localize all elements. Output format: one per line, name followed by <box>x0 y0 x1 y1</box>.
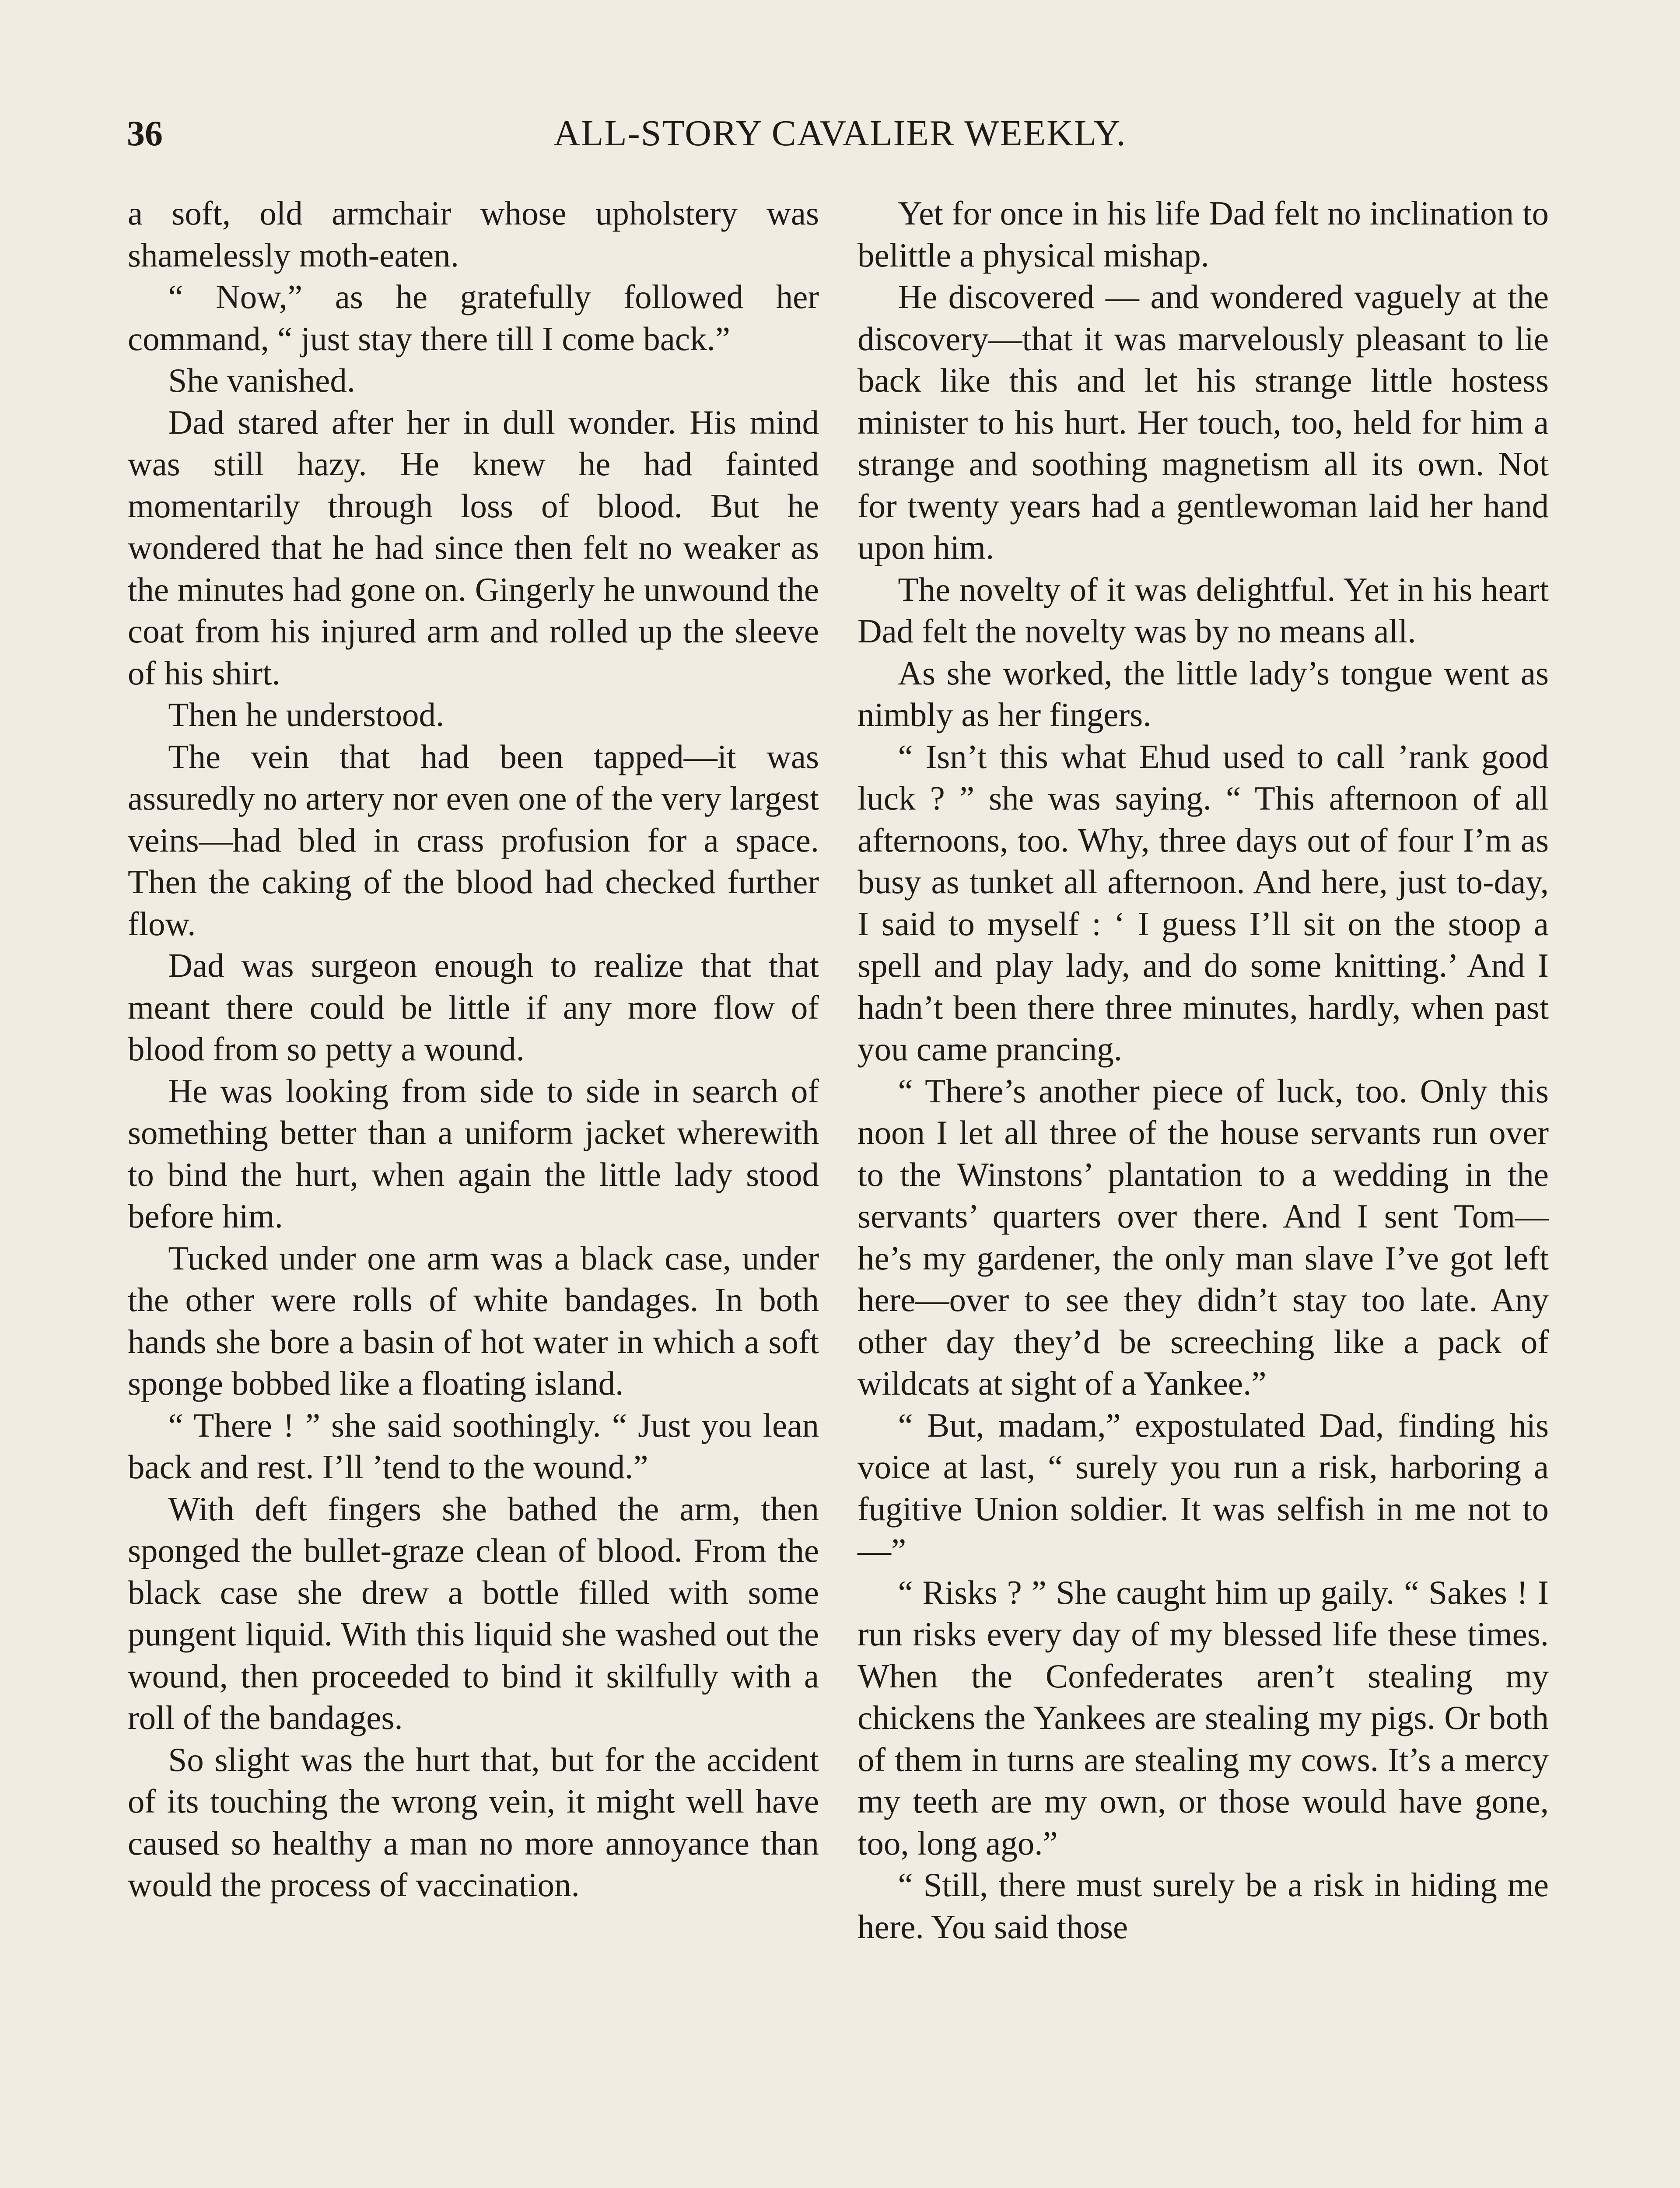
paragraph: The novelty of it was delightful. Yet in his heart Dad felt the novelty was by no means all. <box>858 570 1549 650</box>
right-column <box>858 193 1549 2188</box>
paragraph: As she worked, the little lady’s tongue went as nimbly as her fingers. <box>858 654 1549 733</box>
paragraph: Dad was surgeon enough to realize that that meant there could be little if any more flow of blood from so petty a wound. <box>128 947 819 1068</box>
paragraph: “ Isn’t this what Ehud used to call ’rank good luck ? ” she was saying. “ This afternoon of all afternoons, too. Why, three days out of four I’m as busy as tunket all afternoon. And here, just to-day, I said to myself : ‘ I guess I’ll sit on the stoop a spell and play lady, and do some knitting.’ And I hadn’t been there three minutes, hardly, when past you came prancing. <box>858 737 1549 1068</box>
paragraph: Then he understood. <box>168 696 444 733</box>
left-column <box>128 193 819 2188</box>
paragraph: “ There’s another piece of luck, too. Only this noon I let all three of the house servants run over to the Winstons’ plantation to a wedding in the servants’ quarters over there. And I sent Tom—he’s my gardener, the only man slave I’ve got left here—over to see they didn’t stay too late. Any other day they’d be screeching like a pack of wildcats at sight of a Yankee.” <box>858 1072 1549 1402</box>
paragraph: Tucked under one arm was a black case, under the other were rolls of white bandages. In both hands she bore a basin of hot water in which a soft sponge bobbed like a floating island. <box>128 1239 819 1402</box>
running-head: ALL-STORY CAVALIER WEEKLY. <box>553 113 1127 154</box>
paragraph: “ Risks ? ” She caught him up gaily. “ Sakes ! I run risks every day of my blessed life these times. When the Confederates aren’t stealing my chickens the Yankees are stealing my pigs. Or both of them in turns are stealing my cows. It’s a mercy my teeth are my own, or those would have gone, too, long ago.” <box>858 1573 1549 1862</box>
paragraph: “ Still, there must surely be a risk in hiding me here. You said those <box>858 1866 1549 1946</box>
paragraph: Yet for once in his life Dad felt no inclination to belittle a physical mishap. <box>858 194 1549 274</box>
page-number: 36 <box>127 113 163 153</box>
paragraph: The vein that had been tapped—it was assuredly no artery nor even one of the very largest veins—had bled in crass profusion for a space. Then the caking of the blood had checked further flow. <box>128 737 819 943</box>
paragraph: “ There ! ” she said soothingly. “ Just you lean back and rest. I’ll ’tend to the wound.” <box>128 1406 819 1486</box>
paragraph: He was looking from side to side in search of something better than a uniform jacket wherewith to bind the hurt, when again the little lady stood before him. <box>128 1072 819 1235</box>
paragraph: He discovered — and wondered vaguely at the discovery—that it was marvelously pleasant to lie back like this and let his strange little hostess minister to his hurt. Her touch, too, held for him a strange and soothing magnetism all its own. Not for twenty years had a gentlewoman laid her hand upon him. <box>858 278 1549 566</box>
paragraph: She vanished. <box>168 361 356 399</box>
paragraph: “ But, madam,” expostulated Dad, finding his voice at last, “ surely you run a risk, harboring a fugitive Union soldier. It was selfish in me not to—” <box>858 1406 1549 1569</box>
paragraph: “ Now,” as he gratefully followed her command, “ just stay there till I come back.” <box>128 278 819 358</box>
paragraph: With deft fingers she bathed the arm, then sponged the bullet-graze clean of blood. From the black case she drew a bottle filled with some pungent liquid. With this liquid she washed out the wound, then proceeded to bind it skilfully with a roll of the bandages. <box>128 1490 819 1736</box>
paragraph: a soft, old armchair whose upholstery was shamelessly moth-eaten. <box>128 194 819 274</box>
paragraph: Dad stared after her in dull wonder. His mind was still hazy. He knew he had fainted momentarily through loss of blood. But he wondered that he had since then felt no weaker as the minutes had gone on. Gingerly he unwound the coat from his injured arm and rolled up the sleeve of his shirt. <box>128 403 819 692</box>
paragraph: So slight was the hurt that, but for the accident of its touching the wrong vein, it might well have caused so healthy a man no more annoyance than would the process of vaccination. <box>128 1740 819 1904</box>
page-header <box>127 109 1553 162</box>
